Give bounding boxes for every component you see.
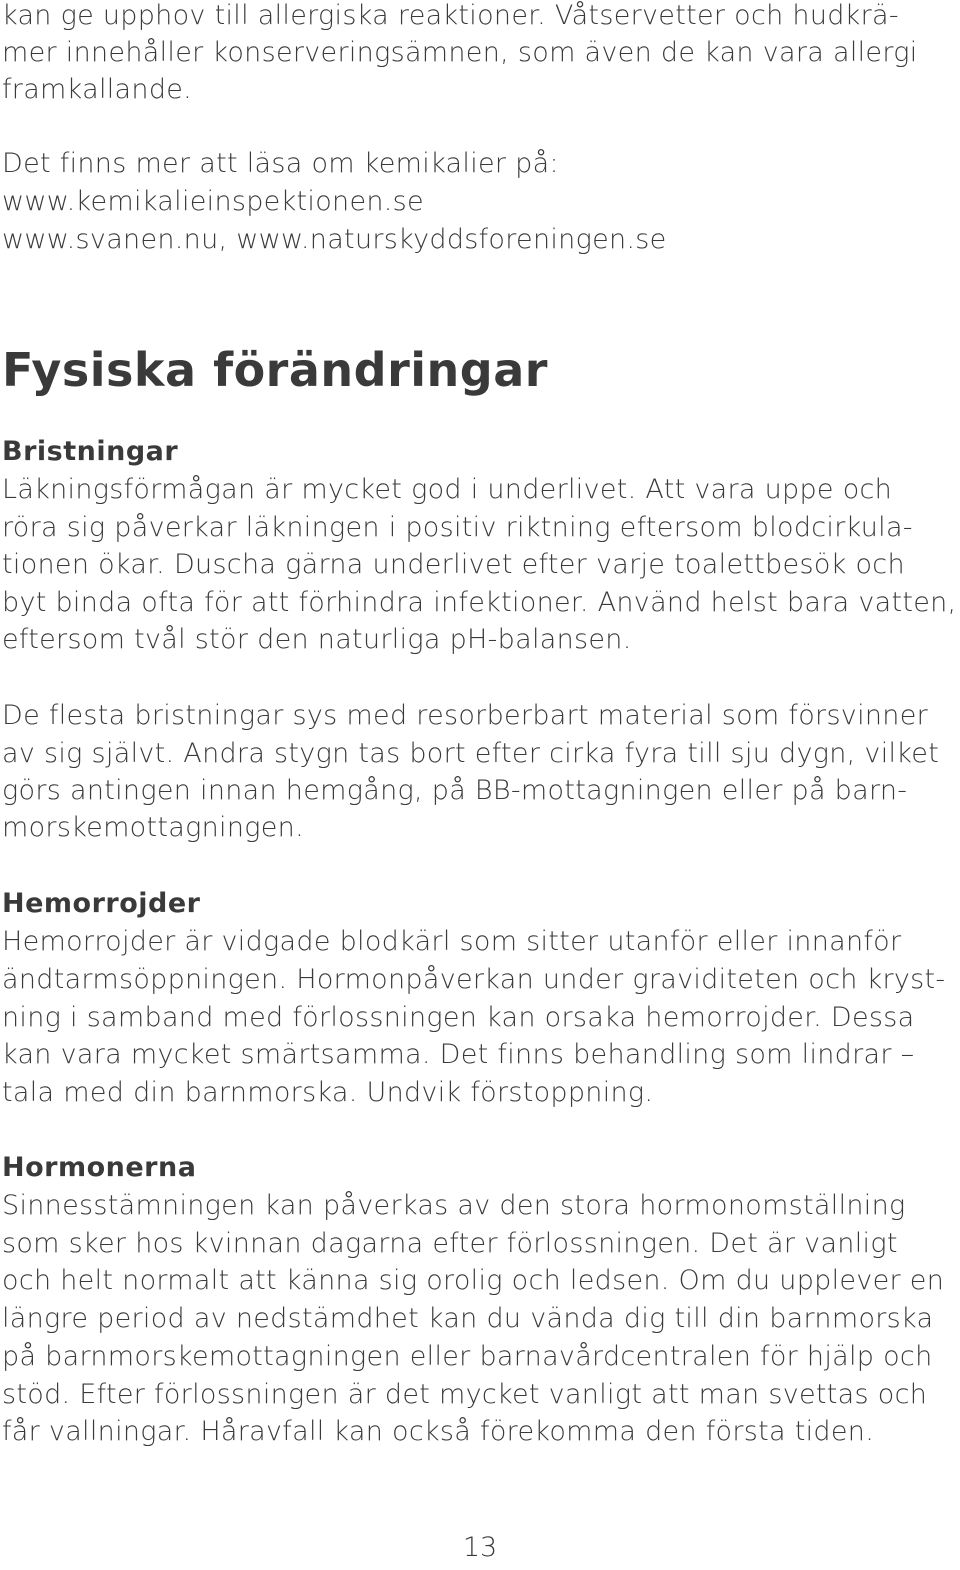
heading-bristningar: Bristningar xyxy=(2,436,179,467)
intro-links[interactable]: www.svanen.nu, www.naturskyddsforeningen.se xyxy=(2,224,667,255)
text-line: morskemottagningen. xyxy=(2,812,304,843)
text-line: Läkningsförmågan är mycket god i underlivet. Att vara uppe och xyxy=(2,474,893,505)
text-line: och helt normalt att känna sig orolig och ledsen. Om du upplever en xyxy=(2,1265,945,1296)
text-line: röra sig påverkar läkningen i positiv riktning eftersom blodcirkula- xyxy=(2,512,913,543)
text-line: ändtarmsöppningen. Hormonpåverkan under graviditeten och kryst- xyxy=(2,964,946,995)
intro-link[interactable]: www.kemikalieinspektionen.se xyxy=(2,186,424,217)
text-line: tionen ökar. Duscha gärna underlivet efter varje toalettbesök och xyxy=(2,549,905,580)
text-line: eftersom tvål stör den naturliga pH-balansen. xyxy=(2,624,632,655)
intro-line: kan ge upphov till allergiska reaktioner. Våtservetter och hudkrä- xyxy=(2,0,899,31)
text-line: Sinnesstämningen kan påverkas av den stora hormonomställning xyxy=(2,1190,906,1221)
intro-line: framkallande. xyxy=(2,74,193,105)
text-line: kan vara mycket smärtsamma. Det finns behandling som lindrar – xyxy=(2,1039,915,1070)
intro-line: mer innehåller konserveringsämnen, som även de kan vara allergi xyxy=(2,37,918,68)
heading-hormonerna: Hormonerna xyxy=(2,1152,197,1183)
text-line: får vallningar. Håravfall kan också förekomma den första tiden. xyxy=(2,1416,875,1447)
text-line: Hemorrojder är vidgade blodkärl som sitter utanför eller innanför xyxy=(2,926,902,957)
text-line: byt binda ofta för att förhindra infektioner. Använd helst bara vatten, xyxy=(2,587,957,618)
text-line: av sig självt. Andra stygn tas bort efter cirka fyra till sju dygn, vilket xyxy=(2,738,940,769)
text-line: De flesta bristningar sys med resorberbart material som försvinner xyxy=(2,700,929,731)
text-line: stöd. Efter förlossningen är det mycket vanligt att man svettas och xyxy=(2,1379,928,1410)
text-line: som sker hos kvinnan dagarna efter förlossningen. Det är vanligt xyxy=(2,1228,898,1259)
text-line: tala med din barnmorska. Undvik förstoppning. xyxy=(2,1077,654,1108)
intro-line: Det finns mer att läsa om kemikalier på: xyxy=(2,148,559,179)
heading-hemorrojder: Hemorrojder xyxy=(2,888,201,919)
text-line: på barnmorskemottagningen eller barnavårdcentralen för hjälp och xyxy=(2,1341,933,1372)
page-number: 13 xyxy=(462,1532,498,1563)
section-title: Fysiska förändringar xyxy=(2,343,548,397)
text-line: görs antingen innan hemgång, på BB-mottagningen eller på barn- xyxy=(2,775,908,806)
text-line: ning i samband med förlossningen kan orsaka hemorrojder. Dessa xyxy=(2,1002,915,1033)
text-line: längre period av nedstämdhet kan du vända dig till din barnmorska xyxy=(2,1303,934,1334)
